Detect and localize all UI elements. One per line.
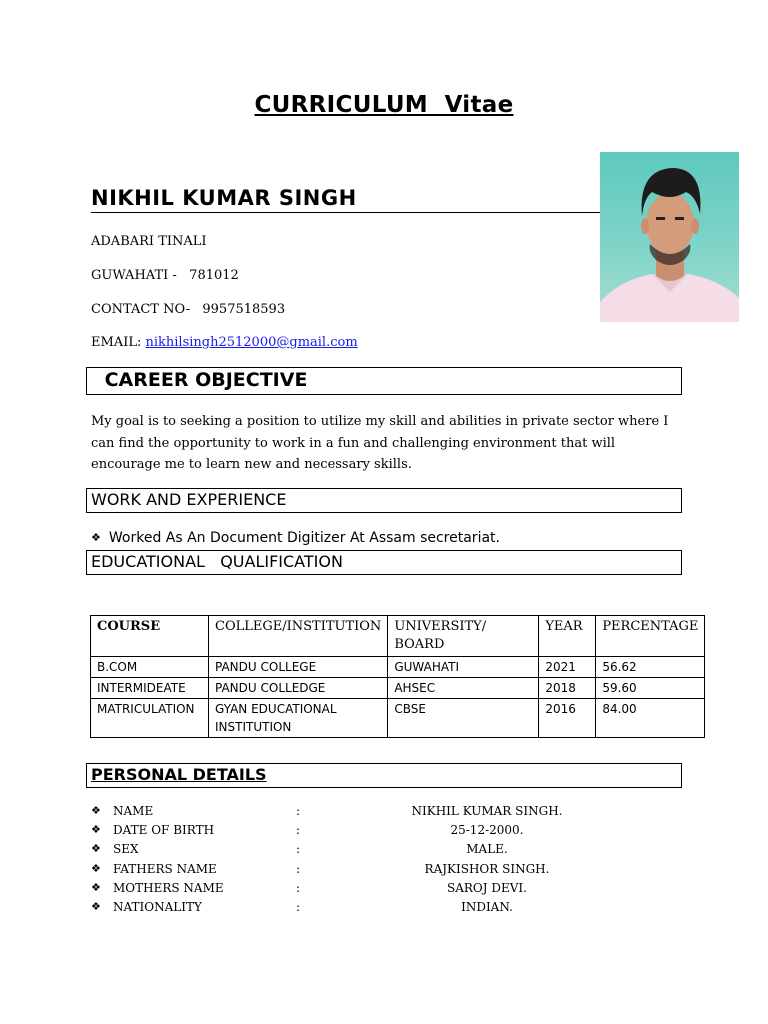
table-row [91,699,705,738]
cell-college: GYAN EDUCATIONAL INSTITUTION [209,699,388,738]
email-link[interactable]: nikhilsingh2512000@gmail.com [145,335,358,350]
email-label: EMAIL: [91,335,142,350]
address-line-1: ADABARI TINALI [91,234,207,249]
personal-value: INDIAN. [461,899,513,914]
col-university: UNIVERSITY/ BOARD [388,616,539,657]
name-underline [91,212,600,213]
cell-percentage: 84.00 [596,699,705,738]
personal-details-heading: PERSONAL DETAILS [91,765,267,784]
portrait-image [600,152,739,322]
table-row [91,657,705,678]
cell-university: AHSEC [388,678,539,699]
personal-label: SEX [113,842,139,857]
personal-value: MALE. [466,842,508,857]
personal-value: 25-12-2000. [450,823,524,838]
personal-separator: : [296,804,301,818]
col-year: YEAR [539,616,596,657]
diamond-bullet-icon: ❖ [91,823,101,837]
personal-item [91,804,691,823]
personal-label: NATIONALITY [113,899,202,914]
personal-item [91,823,691,842]
personal-label: DATE OF BIRTH [113,823,215,838]
cell-course: MATRICULATION [91,699,209,738]
address-line-2: GUWAHATI - 781012 [91,268,239,283]
contact-label: CONTACT NO- [91,302,190,317]
diamond-bullet-icon: ❖ [91,842,101,856]
diamond-bullet-icon: ❖ [91,880,101,894]
document-title: CURRICULUM Vitae [254,92,514,118]
col-percentage: PERCENTAGE [596,616,705,657]
personal-value: SAROJ DEVI. [447,880,527,895]
table-row [91,678,705,699]
diamond-bullet-icon: ❖ [91,531,101,544]
personal-item [91,842,691,861]
diamond-bullet-icon: ❖ [91,861,101,875]
diamond-bullet-icon: ❖ [91,899,101,913]
personal-details-list [91,804,691,919]
col-college: COLLEGE/INSTITUTION [209,616,388,657]
cell-year: 2021 [539,657,596,678]
profile-photo [600,152,739,322]
cell-university: GUWAHATI [388,657,539,678]
cell-year: 2016 [539,699,596,738]
cell-percentage: 56.62 [596,657,705,678]
cell-university: CBSE [388,699,539,738]
cell-year: 2018 [539,678,596,699]
personal-value: NIKHIL KUMAR SINGH. [411,804,563,818]
personal-separator: : [296,861,301,876]
table-header-row [91,616,705,657]
personal-value: RAJKISHOR SINGH. [424,861,550,876]
personal-separator: : [296,880,301,895]
cell-college: PANDU COLLEDGE [209,678,388,699]
personal-separator: : [296,842,301,857]
cell-college: PANDU COLLEGE [209,657,388,678]
contact-phone: 9957518593 [202,302,286,317]
personal-label: FATHERS NAME [113,861,217,876]
personal-label: MOTHERS NAME [113,880,224,895]
cell-course: INTERMIDEATE [91,678,209,699]
education-table [90,615,705,738]
candidate-name: NIKHIL KUMAR SINGH [91,186,357,210]
cell-percentage: 59.60 [596,678,705,699]
personal-item [91,862,691,881]
col-course: COURSE [91,616,209,657]
email-row [91,335,358,350]
education-heading: EDUCATIONAL QUALIFICATION [91,552,343,571]
personal-item [91,900,691,919]
career-objective-heading: CAREER OBJECTIVE [98,369,308,391]
cell-course: B.COM [91,657,209,678]
work-item [91,530,500,546]
personal-separator: : [296,823,301,838]
career-objective-text: My goal is to seeking a position to utilize my skill and abilities in private sector where I can find the opportunity to work in a fun and challenging environment that will encourage me to learn new and necessary skills. [91,414,669,472]
personal-separator: : [296,899,301,914]
personal-item [91,881,691,900]
work-experience-heading: WORK AND EXPERIENCE [91,490,287,509]
personal-label: NAME [113,804,154,818]
contact-number [91,302,285,317]
diamond-bullet-icon: ❖ [91,804,101,817]
work-item-text: Worked As An Document Digitizer At Assam secretariat. [108,530,500,546]
